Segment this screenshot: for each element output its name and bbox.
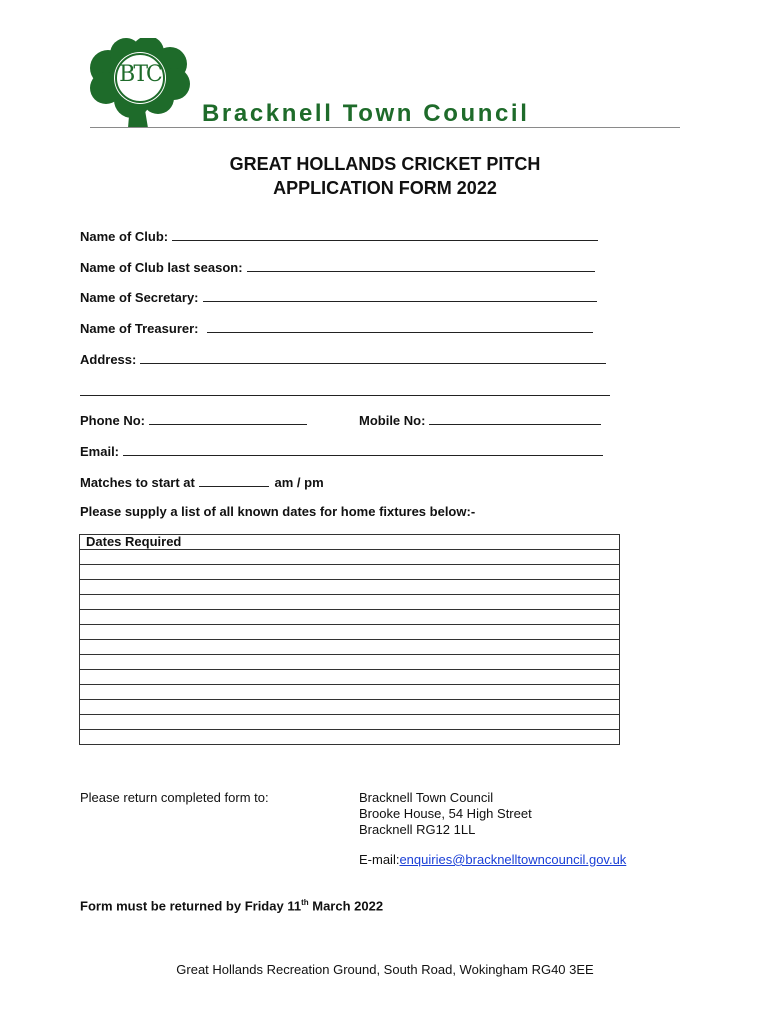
club-last-season-field bbox=[80, 259, 595, 275]
deadline-superscript: th bbox=[301, 898, 309, 907]
return-email-label: E-mail: bbox=[359, 852, 400, 867]
return-address bbox=[359, 790, 532, 838]
phone-field bbox=[80, 412, 307, 428]
date-entry-cell[interactable] bbox=[80, 610, 620, 625]
table-row bbox=[80, 550, 620, 565]
table-row bbox=[80, 625, 620, 640]
am-pm-label: am / pm bbox=[274, 475, 324, 490]
match-start-input-line[interactable] bbox=[199, 474, 269, 487]
return-address-line-1: Bracknell Town Council bbox=[359, 790, 494, 805]
date-entry-cell[interactable] bbox=[80, 580, 620, 595]
date-entry-cell[interactable] bbox=[80, 550, 620, 565]
date-entry-cell[interactable] bbox=[80, 715, 620, 730]
title-line-2: APPLICATION FORM 2022 bbox=[273, 178, 497, 198]
mobile-field bbox=[359, 412, 601, 428]
address-input-line-2[interactable] bbox=[80, 381, 610, 396]
table-row bbox=[80, 640, 620, 655]
match-start-label: Matches to start at bbox=[80, 475, 195, 490]
address-label: Address: bbox=[80, 352, 137, 367]
date-entry-cell[interactable] bbox=[80, 730, 620, 745]
club-name-label: Name of Club: bbox=[80, 229, 169, 244]
return-email-link[interactable]: enquiries@bracknelltowncouncil.gov.uk bbox=[399, 852, 627, 867]
table-row bbox=[80, 730, 620, 745]
date-entry-cell[interactable] bbox=[80, 625, 620, 640]
title-line-1: GREAT HOLLANDS CRICKET PITCH bbox=[229, 154, 541, 174]
return-address-line-3: Bracknell RG12 1LL bbox=[359, 822, 476, 837]
address-input-line-1[interactable] bbox=[140, 351, 606, 364]
treasurer-label: Name of Treasurer: bbox=[80, 321, 199, 336]
phone-input-line[interactable] bbox=[149, 412, 307, 425]
address-field bbox=[80, 351, 606, 367]
deadline-suffix: March 2022 bbox=[308, 898, 384, 914]
match-start-field bbox=[80, 474, 324, 490]
mobile-label: Mobile No: bbox=[359, 413, 426, 428]
table-row bbox=[80, 685, 620, 700]
date-entry-cell[interactable] bbox=[80, 670, 620, 685]
deadline-prefix: Form must be returned by Friday 11 bbox=[80, 898, 302, 914]
secretary-input-line[interactable] bbox=[203, 289, 597, 302]
date-entry-cell[interactable] bbox=[80, 565, 620, 580]
secretary-label: Name of Secretary: bbox=[80, 290, 199, 305]
club-last-season-label: Name of Club last season: bbox=[80, 260, 243, 275]
table-row bbox=[80, 595, 620, 610]
return-deadline bbox=[80, 898, 383, 913]
date-entry-cell[interactable] bbox=[80, 700, 620, 715]
logo-letters: BTC bbox=[119, 62, 161, 87]
date-entry-cell[interactable] bbox=[80, 655, 620, 670]
club-name-field bbox=[80, 228, 598, 244]
club-last-season-input-line[interactable] bbox=[247, 259, 595, 272]
council-name: Bracknell Town Council bbox=[202, 100, 530, 127]
return-instructions-label: Please return completed form to: bbox=[80, 790, 269, 805]
date-entry-cell[interactable] bbox=[80, 595, 620, 610]
phone-label: Phone No: bbox=[80, 413, 145, 428]
dates-required-header: Dates Required bbox=[80, 535, 620, 550]
email-label: Email: bbox=[80, 444, 120, 459]
footer-address: Great Hollands Recreation Ground, South Road, Wokingham RG40 3EE bbox=[176, 962, 594, 977]
treasurer-input-line[interactable] bbox=[207, 320, 593, 333]
email-field bbox=[80, 443, 603, 459]
page-title bbox=[0, 152, 770, 200]
table-row bbox=[80, 700, 620, 715]
table-row bbox=[80, 580, 620, 595]
email-input-line[interactable] bbox=[123, 443, 603, 456]
table-row bbox=[80, 655, 620, 670]
table-row bbox=[80, 610, 620, 625]
table-row bbox=[80, 670, 620, 685]
fixtures-instructions: Please supply a list of all known dates for home fixtures below:- bbox=[80, 504, 476, 519]
date-entry-cell[interactable] bbox=[80, 685, 620, 700]
treasurer-field bbox=[80, 320, 593, 336]
table-row bbox=[80, 715, 620, 730]
date-entry-cell[interactable] bbox=[80, 640, 620, 655]
secretary-field bbox=[80, 289, 597, 305]
return-address-line-2: Brooke House, 54 High Street bbox=[359, 806, 532, 821]
club-name-input-line[interactable] bbox=[172, 228, 598, 241]
dates-required-table bbox=[79, 534, 620, 745]
table-row bbox=[80, 565, 620, 580]
return-email bbox=[359, 852, 626, 867]
header-divider bbox=[90, 127, 680, 128]
mobile-input-line[interactable] bbox=[429, 412, 601, 425]
table-header-row bbox=[80, 535, 620, 550]
